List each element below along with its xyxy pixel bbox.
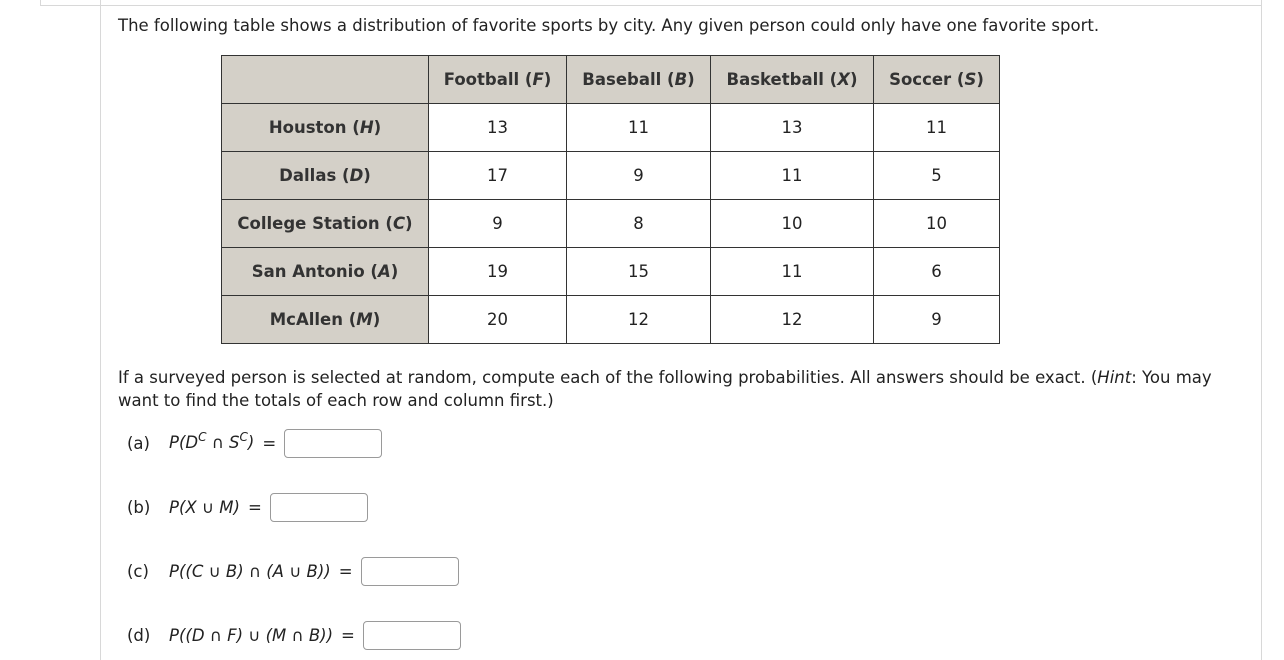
part-d	[127, 621, 461, 650]
equals-sign: =	[338, 561, 353, 581]
column-header: Baseball (B)	[567, 56, 711, 104]
part-a	[127, 429, 382, 458]
hint-word: Hint	[1097, 368, 1132, 387]
table-cell: 9	[429, 200, 567, 248]
table-cell: 10	[874, 200, 1000, 248]
probability-expression: P((C ∪ B) ∩ (A ∪ B))	[169, 561, 331, 581]
answer-input-c[interactable]	[361, 557, 459, 586]
part-b	[127, 493, 368, 522]
table-cell: 12	[567, 296, 711, 344]
table-cell: 13	[429, 104, 567, 152]
table-cell: 10	[711, 200, 874, 248]
table-cell: 13	[711, 104, 874, 152]
column-header: Football (F)	[429, 56, 567, 104]
column-header: Soccer (S)	[874, 56, 1000, 104]
table-row	[222, 200, 1000, 248]
row-header: McAllen (M)	[222, 296, 429, 344]
sports-table	[221, 55, 1000, 344]
table-cell: 15	[567, 248, 711, 296]
probability-expression: P((D ∩ F) ∪ (M ∩ B))	[169, 625, 334, 645]
table-row	[222, 296, 1000, 344]
row-header: San Antonio (A)	[222, 248, 429, 296]
part-c	[127, 557, 459, 586]
answer-input-d[interactable]	[363, 621, 461, 650]
table-cell: 8	[567, 200, 711, 248]
probability-expression: P(X ∪ M)	[169, 497, 240, 517]
intro-text: The following table shows a distribution of favorite sports by city. Any given person could only have one favorite sport.	[118, 16, 1100, 35]
corner-cell	[222, 56, 429, 104]
equals-sign: =	[247, 497, 262, 517]
answer-input-b[interactable]	[270, 493, 368, 522]
table-cell: 11	[567, 104, 711, 152]
row-header: Houston (H)	[222, 104, 429, 152]
equals-sign: =	[341, 625, 355, 645]
part-letter: (a)	[127, 433, 150, 453]
table-cell: 11	[711, 152, 874, 200]
row-header: College Station (C)	[222, 200, 429, 248]
table-cell: 20	[429, 296, 567, 344]
part-letter: (b)	[127, 497, 151, 517]
table-cell: 19	[429, 248, 567, 296]
equals-sign: =	[262, 433, 277, 453]
table-row	[222, 152, 1000, 200]
table-cell: 5	[874, 152, 1000, 200]
row-header: Dallas (D)	[222, 152, 429, 200]
table-cell: 11	[874, 104, 1000, 152]
table-cell: 9	[874, 296, 1000, 344]
table-cell: 17	[429, 152, 567, 200]
table-header-row	[222, 56, 1000, 104]
table-row	[222, 104, 1000, 152]
probability-expression: $P(D^C$ ∩ $S^C$)	[169, 430, 255, 452]
question-text: If a surveyed person is selected at random, compute each of the following probabilities. All answers should be exact. (Hint: You may want to find the totals of each row and column first.)	[118, 368, 1212, 410]
part-letter: (c)	[127, 561, 149, 581]
part-letter: (d)	[127, 625, 151, 645]
column-header: Basketball (X)	[711, 56, 874, 104]
table-cell: 12	[711, 296, 874, 344]
table-row	[222, 248, 1000, 296]
answer-input-a[interactable]	[284, 429, 382, 458]
table-cell: 6	[874, 248, 1000, 296]
table-cell: 9	[567, 152, 711, 200]
table-cell: 11	[711, 248, 874, 296]
